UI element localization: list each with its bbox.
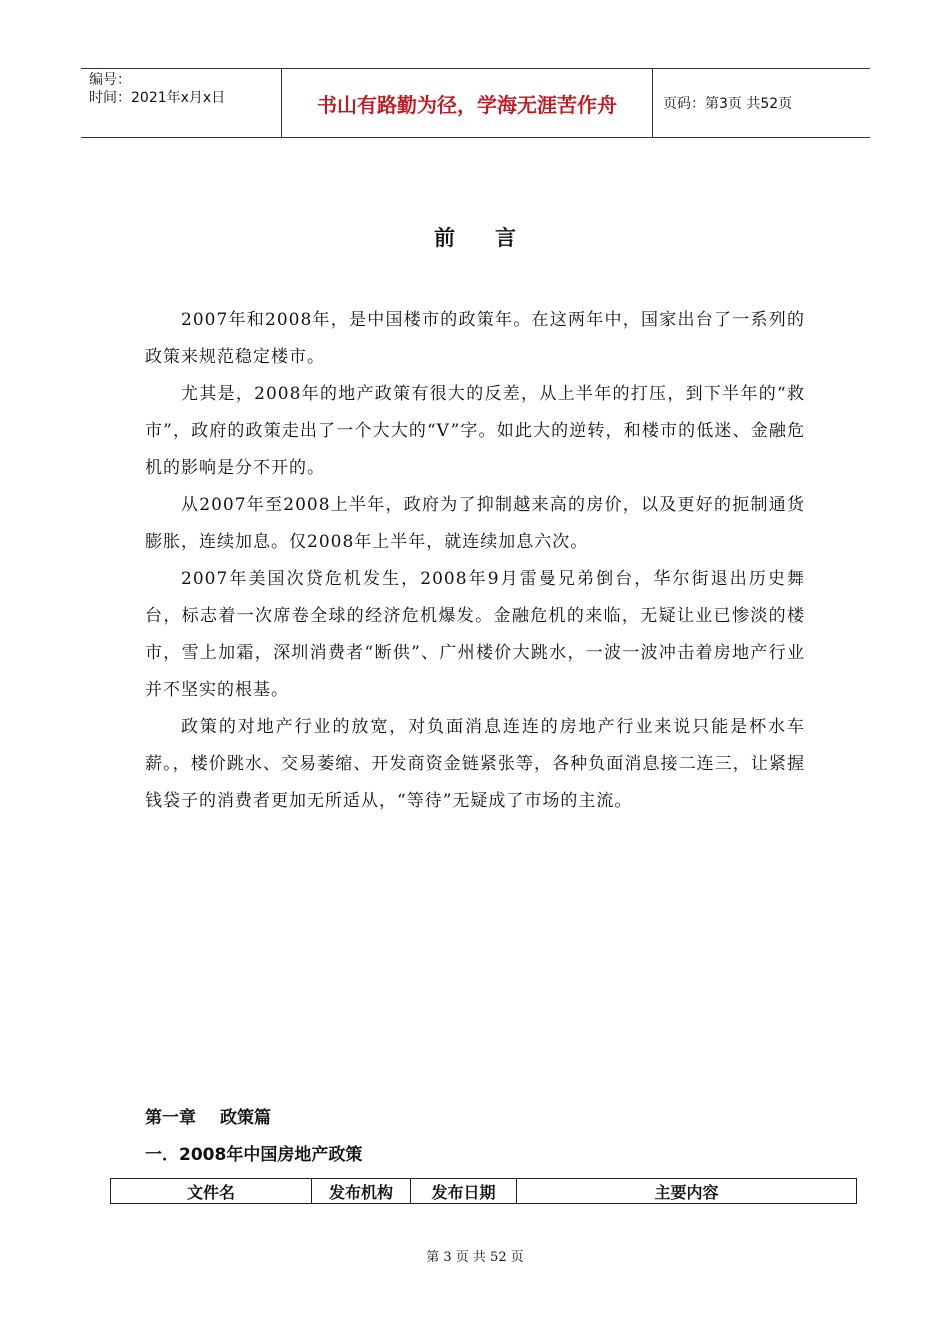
policy-table [110,1178,857,1204]
chapter-number: 第一章 [145,1108,196,1128]
paragraph: 政策的对地产行业的放宽，对负面消息连连的房地产行业来说只能是杯水车薪。，楼价跳水、交易萎缩、开发商资金链紧张等，各种负面消息接二连三，让紧握钱袋子的消费者更加无所适从，“等待”无疑成了市场的主流。 [145,717,805,811]
page-title: 前言 [434,225,556,250]
table-header-row [111,1179,857,1204]
column-header-filename: 文件名 [111,1179,312,1204]
time-label: 时间：2021年x月x日 [89,90,226,106]
header-meta [81,69,281,137]
page-footer: 第 3 页 共 52 页 [426,1250,524,1265]
header-page-label: 页码：第3页 共52页 [663,96,793,112]
chapter-heading [145,1103,271,1128]
paragraph: 从2007年至2008上半年，政府为了抑制越来高的房价，以及更好的扼制通货膨胀，连续加息。仅2008年上半年，就连续加息六次。 [145,495,805,552]
column-header-date: 发布日期 [411,1179,517,1204]
document-header [81,68,870,138]
paragraph: 2007年美国次贷危机发生，2008年9月雷曼兄弟倒台，华尔街退出历史舞台，标志着一次席卷全球的经济危机爆发。金融危机的来临，无疑让业已惨淡的楼市，雪上加霜，深圳消费者“断供”、广州楼价大跳水，一波一波冲击着房地产行业并不坚实的根基。 [145,569,805,700]
column-header-issuer: 发布机构 [312,1179,411,1204]
paragraph: 2007年和2008年，是中国楼市的政策年。在这两年中，国家出台了一系列的政策来规范稳定楼市。 [145,310,805,367]
preface-body [145,302,805,820]
section-heading: 一．2008年中国房地产政策 [145,1145,363,1165]
number-label: 编号： [89,72,131,88]
column-header-content: 主要内容 [517,1179,857,1204]
header-motto: 书山有路勤为径，学海无涯苦作舟 [281,69,653,137]
chapter-name: 政策篇 [220,1108,271,1128]
paragraph: 尤其是，2008年的地产政策有很大的反差，从上半年的打压，到下半年的“救市”，政府的政策走出了一个大大的“V”字。如此大的逆转，和楼市的低迷、金融危机的影响是分不开的。 [145,384,805,478]
